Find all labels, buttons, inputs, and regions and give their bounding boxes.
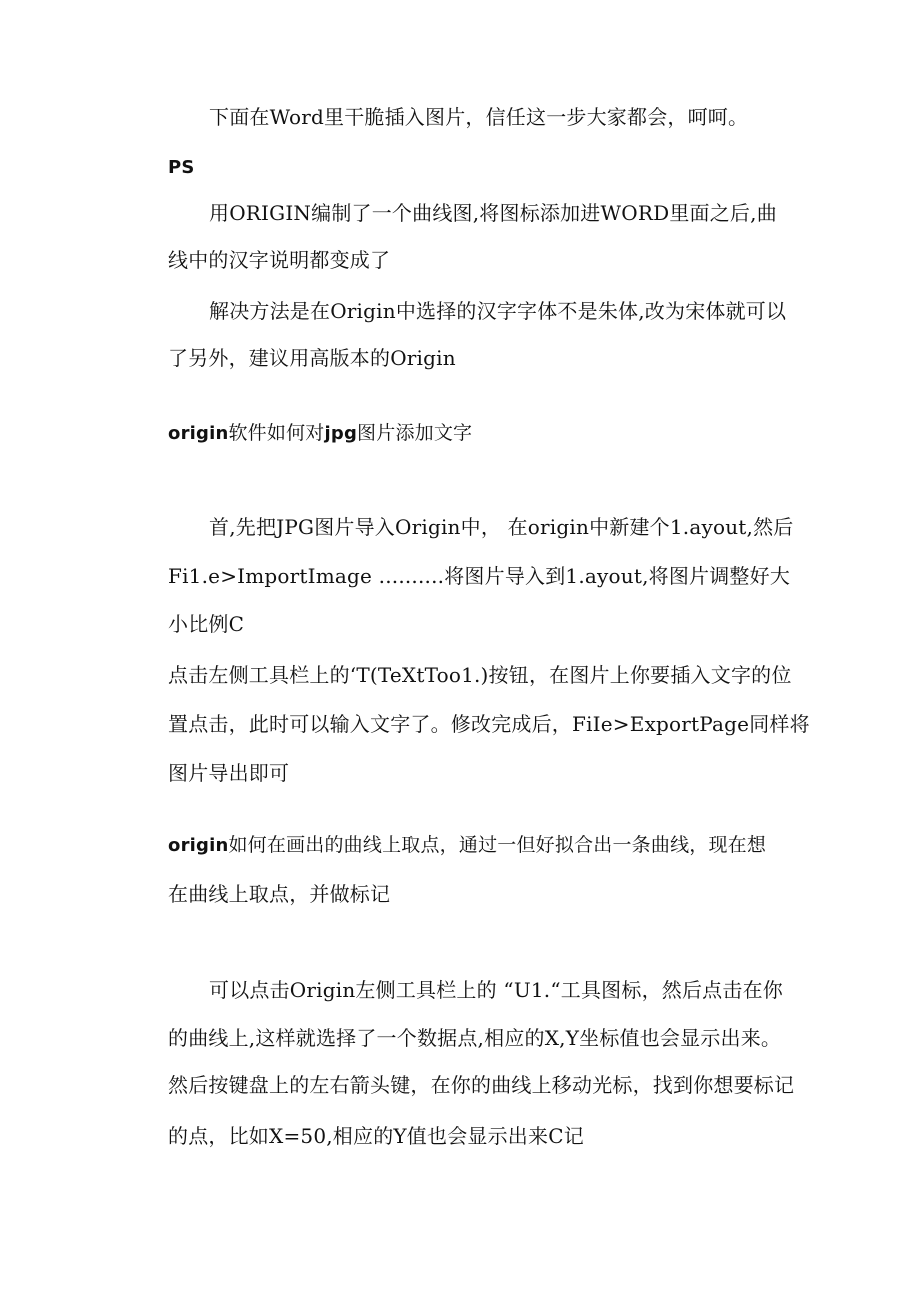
heading-curve-point-line2: 在曲线上取点，并做标记	[168, 882, 391, 906]
paragraph-click-line3: 图片导出即可	[168, 761, 290, 785]
paragraph-solution-line1: 解决方法是在Origin中选择的汉字字体不是朱体,改为宋体就可以	[209, 299, 787, 323]
paragraph-click-line1: 点击左侧工具栏上的‘T(TeXtToo1.)按钮，在图片上你要插入文字的位	[168, 663, 792, 687]
heading-jpg-text-a: 软件如何对	[228, 422, 325, 444]
paragraph-import-line1: 首,先把JPG图片导入Origin中， 在origin中新建个1.ayout,然后	[209, 515, 794, 539]
paragraph-word-insert: 下面在Word里干脆插入图片，信任这一步大家都会，呵呵。	[209, 105, 749, 129]
heading-curve-bold: origin	[168, 835, 229, 856]
paragraph-import-line3: 小比例C	[168, 612, 245, 636]
paragraph-origin-line1: 用ORIGIN编制了一个曲线图,将图标添加进WORD里面之后,曲	[209, 201, 777, 225]
heading-jpg-bold-a: origin	[168, 423, 229, 444]
paragraph-solution-line2: 了另外，建议用高版本的Origin	[168, 346, 456, 370]
paragraph-select-line4: 的点，比如X=50,相应的Y值也会显示出来C记	[168, 1124, 584, 1148]
paragraph-select-line1: 可以点击Origin左侧工具栏上的 “U1.“工具图标，然后点击在你	[209, 978, 783, 1002]
heading-jpg-text	[168, 419, 800, 448]
heading-curve-text: 如何在画出的曲线上取点，通过一但好拟合出一条曲线，现在想	[228, 834, 767, 856]
ps-label: PS	[168, 157, 195, 178]
paragraph-select-line3: 然后按键盘上的左右箭头键，在你的曲线上移动光标，找到你想要标记	[168, 1073, 795, 1097]
paragraph-import-line2: Fi1.e>ImportImage ..........将图片导入到1.ayout,将图片调整好大	[168, 564, 791, 588]
paragraph-origin-line2: 线中的汉字说明都变成了	[168, 248, 391, 272]
heading-curve-point-line1	[168, 831, 800, 860]
paragraph-click-line2: 置点击，此时可以输入文字了。修改完成后，FiIe>ExportPage同样将	[168, 712, 810, 736]
heading-jpg-bold-b: jpg	[324, 423, 358, 444]
heading-jpg-text-b: 图片添加文字	[357, 422, 473, 444]
paragraph-select-line2: 的曲线上,这样就选择了一个数据点,相应的X,Y坐标值也会显示出来。	[168, 1026, 782, 1050]
